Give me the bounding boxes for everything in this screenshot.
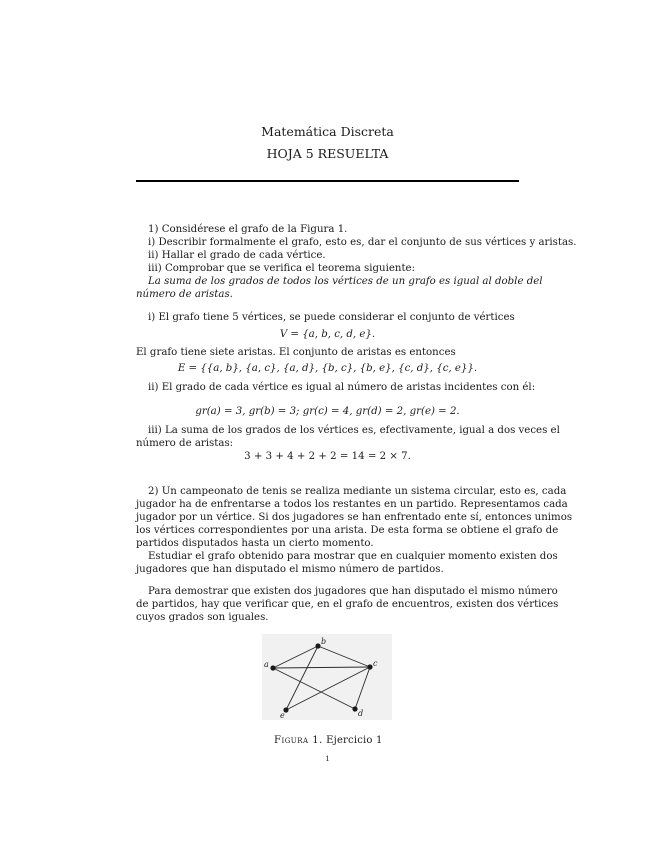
edge-a-b bbox=[273, 646, 318, 668]
sheet-title: HOJA 5 RESUELTA bbox=[266, 146, 389, 161]
ex2-statement-line: jugador por un vértice. Si dos jugadores se han enfrentado ente sí, entonces unimos bbox=[136, 512, 573, 523]
figure-caption-prefix: Figura 1. bbox=[274, 735, 323, 746]
edge-a-c bbox=[273, 667, 370, 668]
edge-a-d bbox=[273, 668, 355, 709]
ex1-statement-line: ii) Hallar el grado de cada vértice. bbox=[148, 250, 326, 261]
edges-intro: El grafo tiene siete aristas. El conjunto de aristas es entonces bbox=[136, 347, 456, 358]
vertex-d bbox=[352, 706, 357, 711]
theorem-line: La suma de los grados de todos los vértices de un grafo es igual al doble del bbox=[148, 276, 543, 287]
sol-ii-intro: ii) El grado de cada vértice es igual al número de aristas incidentes con él: bbox=[148, 382, 536, 393]
vertex-label-b: b bbox=[321, 637, 327, 646]
vertex-label-a: a bbox=[264, 660, 269, 669]
degrees-formula: gr(a) = 3, gr(b) = 3; gr(c) = 4, gr(d) = 2, gr(e) = 2. bbox=[195, 406, 460, 417]
ex2-question-line: jugadores que han disputado el mismo número de partidos. bbox=[136, 564, 444, 575]
ex1-statement-line: i) Describir formalmente el grafo, esto es, dar el conjunto de sus vértices y aristas. bbox=[148, 237, 577, 248]
vertex-c bbox=[367, 664, 372, 669]
figure-caption-text: Ejercicio 1 bbox=[326, 735, 383, 746]
ex1-statement-line: 1) Considérese el grafo de la Figura 1. bbox=[148, 224, 348, 235]
ex2-answer-line: de partidos, hay que verificar que, en el grafo de encuentros, existen dos vértices bbox=[136, 599, 559, 610]
figure-caption bbox=[274, 735, 383, 746]
ex2-question-line: Estudiar el grafo obtenido para mostrar que en cualquier momento existen dos bbox=[148, 551, 558, 562]
ex2-answer-line: Para demostrar que existen dos jugadores que han disputado el mismo número bbox=[148, 586, 558, 597]
theorem-line: número de aristas. bbox=[136, 289, 233, 300]
ex2-answer-line: cuyos grados son iguales. bbox=[136, 612, 269, 623]
graph-diagram bbox=[262, 634, 392, 720]
sol-iii-line: número de aristas: bbox=[136, 438, 234, 449]
page-number: 1 bbox=[325, 755, 330, 763]
edge-set-formula: E = {{a, b}, {a, c}, {a, d}, {b, c}, {b, e}, {c, d}, {c, e}}. bbox=[177, 363, 478, 374]
vertex-label-c: c bbox=[373, 659, 378, 668]
graph-edges bbox=[273, 646, 370, 710]
vertex-b bbox=[315, 643, 320, 648]
edge-b-c bbox=[318, 646, 370, 667]
sol-iii-line: iii) La suma de los grados de los vértices es, efectivamente, igual a dos veces el bbox=[148, 425, 560, 436]
graph-figure bbox=[262, 634, 392, 720]
vertex-a bbox=[270, 665, 275, 670]
vertex-set-formula: V = {a, b, c, d, e}. bbox=[279, 329, 376, 340]
ex2-statement-line: los vértices correspondientes por una arista. De esta forma se obtiene el grafo de bbox=[136, 525, 559, 536]
ex2-statement-line: 2) Un campeonato de tenis se realiza mediante un sistema circular, esto es, cada bbox=[148, 486, 567, 497]
vertex-label-d: d bbox=[358, 709, 364, 718]
edge-b-e bbox=[286, 646, 318, 710]
course-title: Matemática Discreta bbox=[261, 124, 394, 139]
ex1-statement-line: iii) Comprobar que se verifica el teorema siguiente: bbox=[148, 263, 415, 274]
degree-sum-formula: 3 + 3 + 4 + 2 + 2 = 14 = 2 × 7. bbox=[244, 451, 411, 462]
ex2-statement-line: partidos disputados hasta un cierto momento. bbox=[136, 538, 374, 549]
header-rule bbox=[136, 180, 519, 182]
ex2-statement-line: jugador ha de enfrentarse a todos los restantes en un partido. Representamos cada bbox=[136, 499, 568, 510]
vertex-label-e: e bbox=[280, 711, 285, 720]
sol-i-intro: i) El grafo tiene 5 vértices, se puede considerar el conjunto de vértices bbox=[148, 312, 515, 323]
